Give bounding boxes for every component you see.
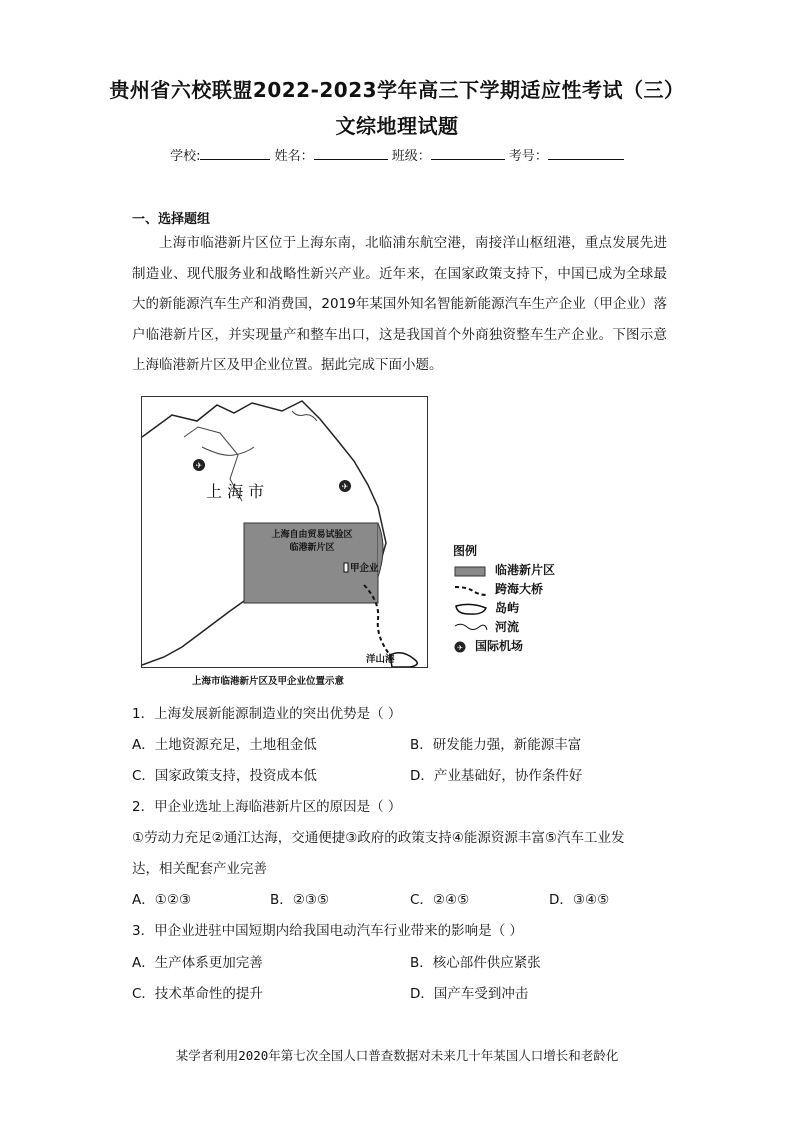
question-3-option-d[interactable]: D．国产车受到冲击: [410, 986, 529, 1002]
airport-icon: [453, 640, 469, 654]
legend-row-zone: [453, 561, 555, 580]
question-2-stem: 2．甲企业选址上海临港新片区的原因是（ ）: [132, 799, 402, 815]
number-label: 考号：: [508, 149, 548, 164]
zone-label-line-2: 临港新片区: [289, 543, 335, 553]
question-2-body-line-1: ①劳动力充足②通江达海，交通便捷③政府的政策支持④能源资源丰富⑤汽车工业发: [132, 830, 625, 846]
question-2-option-b[interactable]: B．②③⑤: [270, 892, 330, 908]
bridge-dash-icon: [453, 583, 489, 597]
question-2-option-d[interactable]: D．③④⑤: [549, 892, 610, 908]
legend-row-airport: [453, 637, 555, 656]
river-icon: [453, 621, 489, 635]
question-2-option-a[interactable]: A．①②③: [132, 892, 192, 908]
company-label: 甲企业: [350, 563, 379, 574]
company-marker: [344, 563, 348, 572]
zone-label-line-1: 上海自由贸易试验区: [271, 530, 353, 540]
svg-text:✈: ✈: [195, 461, 203, 470]
question-3-stem: 3．甲企业进驻中国短期内给我国电动汽车行业带来的影响是（ ）: [132, 923, 523, 939]
legend-title: 图例: [453, 544, 478, 558]
question-3-option-a[interactable]: A．生产体系更加完善: [132, 955, 263, 971]
title-line-2: 文综地理试题: [335, 114, 459, 138]
question-1-option-c[interactable]: C．国家政策支持，投资成本低: [132, 768, 317, 784]
island-icon: [453, 602, 489, 616]
legend-row-island: [453, 599, 555, 618]
question-3-option-b[interactable]: B．核心部件供应紧张: [410, 955, 541, 971]
question-1-stem: 1．上海发展新能源制造业的突出优势是（ ）: [132, 706, 402, 722]
legend-label-island: 岛屿: [495, 601, 520, 615]
question-3-option-c[interactable]: C．技术革命性的提升: [132, 986, 263, 1002]
svg-text:✈: ✈: [341, 482, 349, 491]
legend-label-airport: 国际机场: [475, 639, 524, 653]
question-2-body-line-2: 达，相关配套产业完善: [132, 861, 267, 877]
class-blank[interactable]: [431, 147, 505, 160]
question-1-option-a[interactable]: A．土地资源充足，土地租金低: [132, 737, 317, 753]
city-label: 上 海 市: [206, 482, 265, 501]
map-caption: 上海市临港新片区及甲企业位置示意: [192, 676, 345, 687]
passage-text: 上海市临港新片区位于上海东南，北临浦东航空港，南接洋山枢纽港，重点发展先进制造业、现代服务业和战略性新兴产业。近年来，在国家政策支持下，中国已成为全球最大的新能源汽车生产和消费国，2019年某国外知名智能新能源汽车生产企业（甲企业）落户临港新片区，并实现量产和整车出口，这是我国首个外商独资整车生产企业。下图示意上海临港新片区及甲企业位置。据此完成下面小题。: [132, 235, 667, 373]
school-blank[interactable]: [200, 147, 270, 160]
zone-swatch-icon: [453, 564, 489, 578]
river-1: [202, 447, 254, 455]
passage: [132, 228, 667, 381]
title-line-1: 贵州省六校联盟2022-2023学年高三下学期适应性考试（三）: [109, 78, 685, 102]
name-blank[interactable]: [314, 147, 388, 160]
student-info-row: [0, 145, 794, 164]
map-legend: [453, 542, 555, 656]
question-1-option-d[interactable]: D．产业基础好，协作条件好: [410, 768, 583, 784]
school-label: 学校:: [170, 149, 201, 164]
class-label: 班级：: [391, 149, 431, 164]
section-heading: 一、选择题组: [132, 212, 211, 227]
name-label: 姓名：: [274, 149, 314, 164]
svg-text:✈: ✈: [457, 643, 463, 652]
legend-label-river: 河流: [495, 620, 520, 634]
zone-label: [254, 529, 370, 555]
legend-label-zone: 临港新片区: [495, 563, 556, 577]
footer-text: 某学者利用2020年第七次全国人口普查数据对未来几十年某国人口增长和老龄化: [175, 1048, 619, 1063]
legend-row-river: [453, 618, 555, 637]
legend-row-bridge: [453, 580, 555, 599]
location-map: [141, 396, 428, 668]
legend-label-bridge: 跨海大桥: [495, 582, 544, 596]
number-blank[interactable]: [548, 147, 624, 160]
question-1-option-b[interactable]: B．研发能力强，新能源丰富: [410, 737, 582, 753]
port-label: 洋山港: [366, 654, 395, 665]
question-2-option-c[interactable]: C．②④⑤: [410, 892, 470, 908]
